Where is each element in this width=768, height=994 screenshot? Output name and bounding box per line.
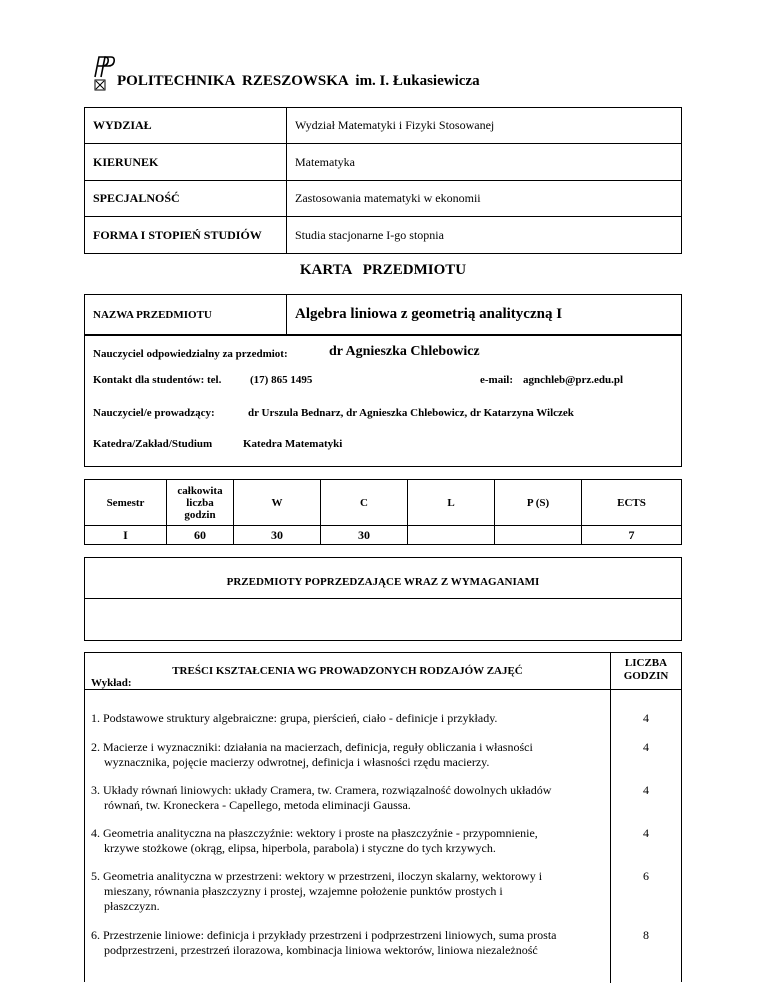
info-value: Wydział Matematyki i Fizyki Stosowanej xyxy=(287,108,682,144)
contact-email[interactable]: agnchleb@prz.edu.pl xyxy=(523,374,624,386)
item-text: Układy równań liniowych: układy Cramera, tw. Cramera, rozwiązalność dowolnych układów xyxy=(103,783,552,797)
item-text: Geometria analityczna na płaszczyźnie: wektory i proste na płaszczyźnie - przypomnienie, xyxy=(103,826,538,840)
item-text: Podstawowe struktury algebraiczne: grupa, pierścień, ciało - definicje i przykłady. xyxy=(103,711,498,725)
info-label: FORMA I STOPIEŃ STUDIÓW xyxy=(85,217,287,254)
value-c: 30 xyxy=(321,526,408,545)
item-number: 3. xyxy=(91,783,100,797)
info-label: KIERUNEK xyxy=(85,144,287,181)
dept-name: Katedra Matematyki xyxy=(243,438,343,450)
list-item xyxy=(91,740,533,755)
info-row-study-form xyxy=(85,217,682,254)
item-text: Geometria analityczna w przestrzeni: wektory w przestrzeni, iloczyn skalarny, wektorowy i xyxy=(103,869,543,883)
content-title: TREŚCI KSZTAŁCENIA WG PROWADZONYCH RODZAJÓW ZAJĘĆ xyxy=(172,665,523,677)
responsible-name: dr Agnieszka Chlebowicz xyxy=(329,344,480,359)
item-text-continued: mieszany, równania płaszczyzny i prostej, wzajemne położenie punktów prostych i xyxy=(104,884,503,898)
contact-label: Kontakt dla studentów: tel. xyxy=(93,374,222,386)
content-section xyxy=(84,652,682,982)
subject-label: NAZWA PRZEDMIOTU xyxy=(85,295,287,335)
item-text-continued: równań, tw. Kroneckera - Capellego, metoda eliminacji Gaussa. xyxy=(104,798,411,812)
item-text: Macierze i wyznaczniki: działania na macierzach, definicja, reguły obliczania i własności xyxy=(103,740,533,754)
hours-header-row xyxy=(85,480,682,526)
header-p: P (S) xyxy=(495,480,582,526)
item-hours: 8 xyxy=(643,928,649,942)
hours-column-header: LICZBA GODZIN xyxy=(623,657,669,682)
value-ects: 7 xyxy=(582,526,682,545)
hours-table xyxy=(84,479,682,545)
info-value: Studia stacjonarne I-go stopnia xyxy=(287,217,682,254)
item-number: 2. xyxy=(91,740,100,754)
info-label: SPECJALNOŚĆ xyxy=(85,181,287,217)
card-title: KARTA PRZEDMIOTU xyxy=(299,262,467,278)
list-item xyxy=(91,869,542,884)
leading-names: dr Urszula Bednarz, dr Agnieszka Chlebowicz, dr Katarzyna Wilczek xyxy=(248,407,574,419)
teacher-box xyxy=(84,335,682,467)
value-p xyxy=(495,526,582,545)
value-w: 30 xyxy=(234,526,321,545)
contact-phone: (17) 865 1495 xyxy=(250,374,313,386)
prerequisites-box xyxy=(84,557,682,641)
item-number: 4. xyxy=(91,826,100,840)
item-text-continued: płaszczyzn. xyxy=(104,899,160,913)
info-row-specialization xyxy=(85,181,682,217)
prerequisites-title: PRZEDMIOTY POPRZEDZAJĄCE WRAZ Z WYMAGANIAMI xyxy=(226,576,540,588)
item-number: 5. xyxy=(91,869,100,883)
item-text-continued: wyznacznika, pojęcie macierzy odwrotnej, definicja i własności rzędu macierzy. xyxy=(104,755,490,769)
info-row-faculty xyxy=(85,108,682,144)
item-number: 1. xyxy=(91,711,100,725)
item-hours: 4 xyxy=(643,826,649,840)
leading-label: Nauczyciel/e prowadzący: xyxy=(93,407,215,419)
dept-label: Katedra/Zakład/Studium xyxy=(93,438,213,450)
item-number: 6. xyxy=(91,928,100,942)
list-item xyxy=(91,826,538,841)
list-item xyxy=(91,711,497,726)
list-item xyxy=(91,928,557,943)
item-hours: 4 xyxy=(643,740,649,754)
item-hours: 6 xyxy=(643,869,649,883)
header-ects: ECTS xyxy=(582,480,682,526)
item-text-continued: krzywe stożkowe (okrąg, elipsa, hiperbola, parabola) i styczne do tych krzywych. xyxy=(104,841,496,855)
subject-name: Algebra liniowa z geometrią analityczną I xyxy=(287,295,682,335)
info-row-field xyxy=(85,144,682,181)
list-item xyxy=(91,783,551,798)
header-w: W xyxy=(234,480,321,526)
university-name: POLITECHNIKA RZESZOWSKA im. I. Łukasiewicza xyxy=(117,73,480,89)
university-logo xyxy=(93,55,115,91)
lecture-label: Wykład: xyxy=(91,677,132,689)
header-semester: Semestr xyxy=(85,480,167,526)
info-value: Matematyka xyxy=(287,144,682,181)
hours-values-row xyxy=(85,526,682,545)
item-text: Przestrzenie liniowe: definicja i przykłady przestrzeni i podprzestrzeni liniowych, suma prosta xyxy=(103,928,557,942)
header-l: L xyxy=(408,480,495,526)
info-value: Zastosowania matematyki w ekonomii xyxy=(287,181,682,217)
value-semester: I xyxy=(85,526,167,545)
subject-table xyxy=(84,294,682,335)
value-total-hours: 60 xyxy=(167,526,234,545)
responsible-label: Nauczyciel odpowiedzialny za przedmiot: xyxy=(93,348,288,360)
value-l xyxy=(408,526,495,545)
item-hours: 4 xyxy=(643,783,649,797)
email-label: e-mail: xyxy=(480,374,513,386)
item-hours: 4 xyxy=(643,711,649,725)
info-label: WYDZIAŁ xyxy=(85,108,287,144)
header-total-hours: całkowita liczba godzin xyxy=(167,480,234,526)
item-text-continued: podprzestrzeni, przestrzeń ilorazowa, kombinacja liniowa wektorów, liniowa niezależność xyxy=(104,943,538,957)
faculty-info-table xyxy=(84,107,682,254)
header-c: C xyxy=(321,480,408,526)
